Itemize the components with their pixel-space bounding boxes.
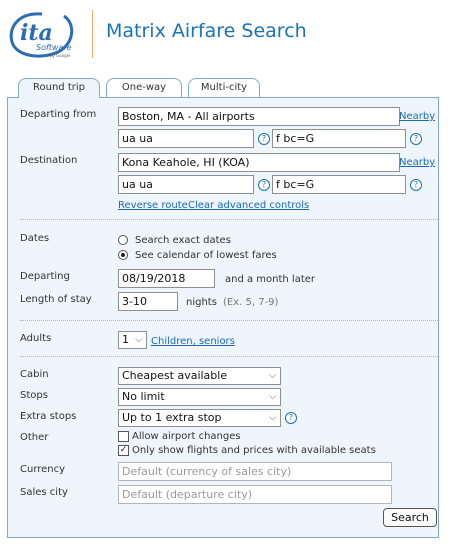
calendar-lowest-fares-radio[interactable] [118, 250, 128, 260]
help-icon[interactable]: ? [410, 133, 422, 145]
currency-label: Currency [20, 464, 66, 475]
section-divider [20, 320, 438, 321]
ita-software-logo [6, 8, 80, 62]
chevron-down-icon: ⌵ [135, 335, 142, 345]
cabin-label: Cabin [20, 369, 49, 380]
departing-date-label: Departing [20, 271, 70, 282]
adults-select[interactable] [118, 331, 147, 349]
extra-stops-label: Extra stops [20, 411, 77, 422]
departing-date-suffix: and a month later [225, 274, 316, 285]
cabin-select-value: Cheapest available [122, 369, 228, 382]
search-exact-dates-radio[interactable] [118, 235, 128, 245]
other-label: Other [20, 432, 49, 443]
origin-input[interactable]: Boston, MA - All airports [118, 107, 400, 126]
origin-extension-input[interactable]: f bc=G [272, 129, 406, 148]
search-exact-dates-label[interactable]: Search exact dates [135, 235, 231, 246]
stops-select[interactable] [118, 388, 281, 406]
length-of-stay-hint: (Ex. 5, 7-9) [223, 297, 279, 308]
destination-routing-input[interactable]: ua ua [118, 175, 254, 194]
only-available-seats-checkbox[interactable] [118, 445, 129, 456]
help-icon[interactable]: ? [258, 179, 270, 191]
departing-date-input[interactable]: 08/19/2018 [118, 269, 215, 288]
extra-stops-select-value: Up to 1 extra stop [122, 411, 222, 424]
help-icon[interactable]: ? [410, 179, 422, 191]
dates-label: Dates [20, 233, 50, 244]
help-icon[interactable]: ? [285, 412, 297, 424]
adults-label: Adults [20, 333, 52, 344]
origin-nearby-link[interactable]: Nearby [399, 111, 436, 122]
check-icon: ✓ [119, 445, 128, 455]
help-icon[interactable]: ? [258, 133, 270, 145]
logo-byline: by Google [50, 53, 71, 58]
adults-select-value: 1 [122, 333, 129, 346]
reverse-route-link[interactable]: Reverse route [118, 200, 188, 211]
page-title: Matrix Airfare Search [106, 20, 307, 42]
chevron-down-icon: ⌵ [269, 371, 276, 381]
destination-extension-input[interactable]: f bc=G [272, 175, 406, 194]
allow-airport-changes-label[interactable]: Allow airport changes [132, 431, 241, 442]
logo-subtext: Software [36, 43, 72, 52]
section-divider [20, 219, 438, 220]
length-of-stay-input[interactable]: 3-10 [118, 292, 178, 311]
tab-multi-city[interactable]: Multi-city [188, 78, 260, 97]
destination-nearby-link[interactable]: Nearby [399, 157, 436, 168]
destination-input[interactable]: Kona Keahole, HI (KOA) [118, 153, 400, 172]
tab-one-way[interactable]: One-way [106, 78, 182, 97]
clear-advanced-controls-link[interactable]: Clear advanced controls [188, 200, 310, 211]
sales-city-input[interactable]: Default (departure city) [118, 485, 392, 504]
allow-airport-changes-checkbox[interactable] [118, 431, 129, 442]
logo-mark [6, 8, 80, 62]
calendar-lowest-fares-label[interactable]: See calendar of lowest fares [135, 250, 277, 261]
stops-label: Stops [20, 390, 48, 401]
cabin-select[interactable] [118, 367, 281, 385]
only-available-seats-label[interactable]: Only show flights and prices with available seats [132, 445, 376, 456]
currency-input[interactable]: Default (currency of sales city) [118, 462, 392, 481]
section-divider [20, 356, 438, 357]
length-of-stay-label: Length of stay [20, 294, 92, 305]
nights-label: nights [186, 297, 217, 308]
header-divider [92, 10, 93, 58]
search-button[interactable]: Search [383, 508, 437, 527]
extra-stops-select[interactable] [118, 409, 281, 427]
stops-select-value: No limit [122, 390, 165, 403]
sales-city-label: Sales city [20, 487, 68, 498]
search-form-panel [7, 97, 439, 538]
logo-text: ita [20, 20, 53, 46]
children-seniors-link[interactable]: Children, seniors [151, 336, 235, 347]
origin-routing-input[interactable]: ua ua [118, 129, 254, 148]
tab-round-trip[interactable]: Round trip [18, 78, 100, 98]
chevron-down-icon: ⌵ [269, 413, 276, 423]
destination-label: Destination [20, 155, 78, 166]
chevron-down-icon: ⌵ [269, 392, 276, 402]
departing-from-label: Departing from [20, 109, 97, 120]
